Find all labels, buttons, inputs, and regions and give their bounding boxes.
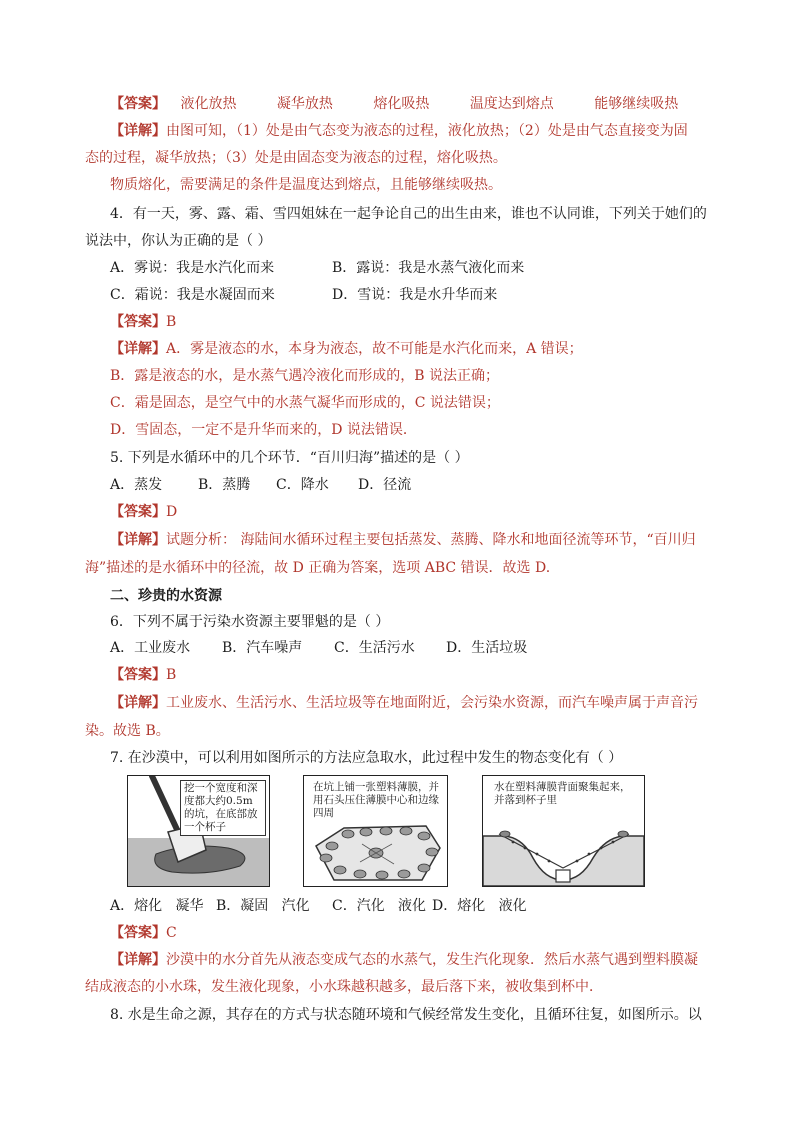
q3-detail-line: 态的过程，凝华放热；（3）处是由固态变为液态的过程，熔化吸热。 (85, 150, 507, 166)
option: C．生活污水 (334, 640, 415, 656)
option: A．工业废水 (110, 640, 191, 656)
q4-detail-line: B．露是液态的水，是水蒸气遇冷液化而形成的，B 说法正确； (110, 368, 500, 384)
q5-detail-line (110, 530, 696, 550)
q5-detail-line: 海”描述的是水循环中的径流，故 D 正确为答案，选项 ABC 错误．故选 D. (85, 560, 551, 576)
option: D．生活垃圾 (446, 640, 528, 656)
q7-detail-line (110, 950, 698, 970)
q6-options-row (110, 638, 527, 658)
figure-panel-water-collect (482, 775, 645, 887)
option: A．雾说：我是水汽化而来 (110, 260, 275, 276)
answer-tag: 【答案】 (110, 314, 166, 330)
q8-stem: 8. 水是生命之源，其存在的方式与状态随环境和气候经常发生变化，且循环往复，如图所示。以 (110, 1007, 702, 1023)
option: B．露说：我是水蒸气液化而来 (332, 260, 525, 276)
option: C．降水 (276, 477, 329, 493)
detail-text: A．雾是液态的水，本身为液态，故不可能是水汽化而来，A 错误； (166, 341, 583, 357)
answer-item: 熔化吸热 (373, 96, 430, 112)
option: C．霜说：我是水凝固而来 (110, 287, 275, 303)
option: A．熔化 凝华 (110, 898, 204, 914)
answer-item: 能够继续吸热 (594, 96, 679, 112)
q4-options-row (110, 258, 524, 278)
answer-value: B (166, 314, 177, 330)
option: B．汽车噪声 (222, 640, 303, 656)
section-heading: 二、珍贵的水资源 (110, 588, 222, 604)
answer-tag: 【答案】 (110, 96, 166, 112)
q6-detail-line: 染。故选 B。 (85, 723, 170, 739)
detail-text: 试题分析： 海陆间水循环过程主要包括蒸发、蒸腾、降水和地面径流等环节，“百川归 (166, 532, 696, 548)
q5-options-row (110, 475, 411, 495)
option: D．径流 (358, 477, 412, 493)
answer-value: C (166, 925, 177, 941)
q4-detail-line: C．霜是固态，是空气中的水蒸气凝华而形成的，C 说法错误； (110, 395, 500, 411)
answer-value: D (166, 504, 178, 520)
q5-answer (110, 502, 177, 522)
q7-stem: 7. 在沙漠中，可以利用如图所示的方法应急取水，此过程中发生的物态变化有（ ） (110, 750, 623, 766)
q7-detail-line: 结成液态的小水珠，发生液化现象，小水珠越积越多，最后落下来，被收集到杯中． (85, 979, 603, 995)
detail-tag: 【详解】 (110, 532, 166, 548)
option: A．蒸发 (110, 477, 163, 493)
q6-stem: 6．下列不属于污染水资源主要罪魁的是（ ） (110, 614, 390, 630)
q5-stem: 5. 下列是水循环中的几个环节．“百川归海”描述的是（ ） (110, 450, 469, 466)
detail-tag: 【详解】 (110, 341, 166, 357)
q4-options-row (110, 285, 497, 305)
q4-stem: 4．有一天，雾、露、霜、雪四姐妹在一起争论自己的出生由来，谁也不认同谁，下列关于她们的 (110, 206, 707, 222)
q3-answer (110, 94, 678, 114)
figure-panel-dig-pit (127, 775, 270, 887)
q7-options-row (110, 896, 527, 916)
answer-item: 液化放热 (180, 96, 237, 112)
detail-tag: 【详解】 (110, 123, 166, 139)
option: D．雪说：我是水升华而来 (332, 287, 498, 303)
detail-text: 由图可知，（1）处是由气态变为液态的过程，液化放热；（2）处是由气态直接变为固 (166, 123, 688, 139)
q3-detail-line (110, 121, 688, 141)
detail-tag: 【详解】 (110, 695, 166, 711)
figure-caption: 在坑上铺一张塑料薄膜，并用石头压住薄膜中心和边缘四周 (310, 780, 444, 821)
q6-answer (110, 665, 176, 685)
detail-text: 工业废水、生活污水、生活垃圾等在地面附近，会污染水资源，而汽车噪声属于声音污 (166, 695, 698, 711)
detail-text: 沙漠中的水分首先从液态变成气态的水蒸气，发生汽化现象．然后水蒸气遇到塑料膜凝 (166, 952, 698, 968)
option: B．凝固 汽化 (216, 898, 310, 914)
figure-caption: 水在塑料薄膜背面聚集起来，并落到杯子里 (491, 780, 641, 808)
q4-detail-line (110, 339, 583, 359)
figure-caption: 挖一个宽度和深度都大约0.5m的坑，在底部放一个杯子 (180, 780, 266, 836)
answer-tag: 【答案】 (110, 925, 166, 941)
option: C．汽化 液化 (332, 898, 427, 914)
q3-detail-line: 物质熔化，需要满足的条件是温度达到熔点，且能够继续吸热。 (110, 177, 502, 193)
q4-detail-line: D．雪固态，一定不是升华而来的，D 说法错误． (110, 422, 417, 438)
option: B．蒸腾 (198, 477, 251, 493)
detail-tag: 【详解】 (110, 952, 166, 968)
q4-answer (110, 312, 176, 332)
answer-tag: 【答案】 (110, 667, 166, 683)
q7-answer (110, 923, 177, 943)
figure-panel-plastic-film (303, 775, 448, 887)
answer-item: 温度达到熔点 (469, 96, 554, 112)
answer-item: 凝华放热 (276, 96, 333, 112)
option: D．熔化 液化 (432, 898, 527, 914)
answer-value: B (166, 667, 177, 683)
q6-detail-line (110, 693, 698, 713)
answer-tag: 【答案】 (110, 504, 166, 520)
q4-stem: 说法中，你认为正确的是（ ） (85, 233, 272, 249)
